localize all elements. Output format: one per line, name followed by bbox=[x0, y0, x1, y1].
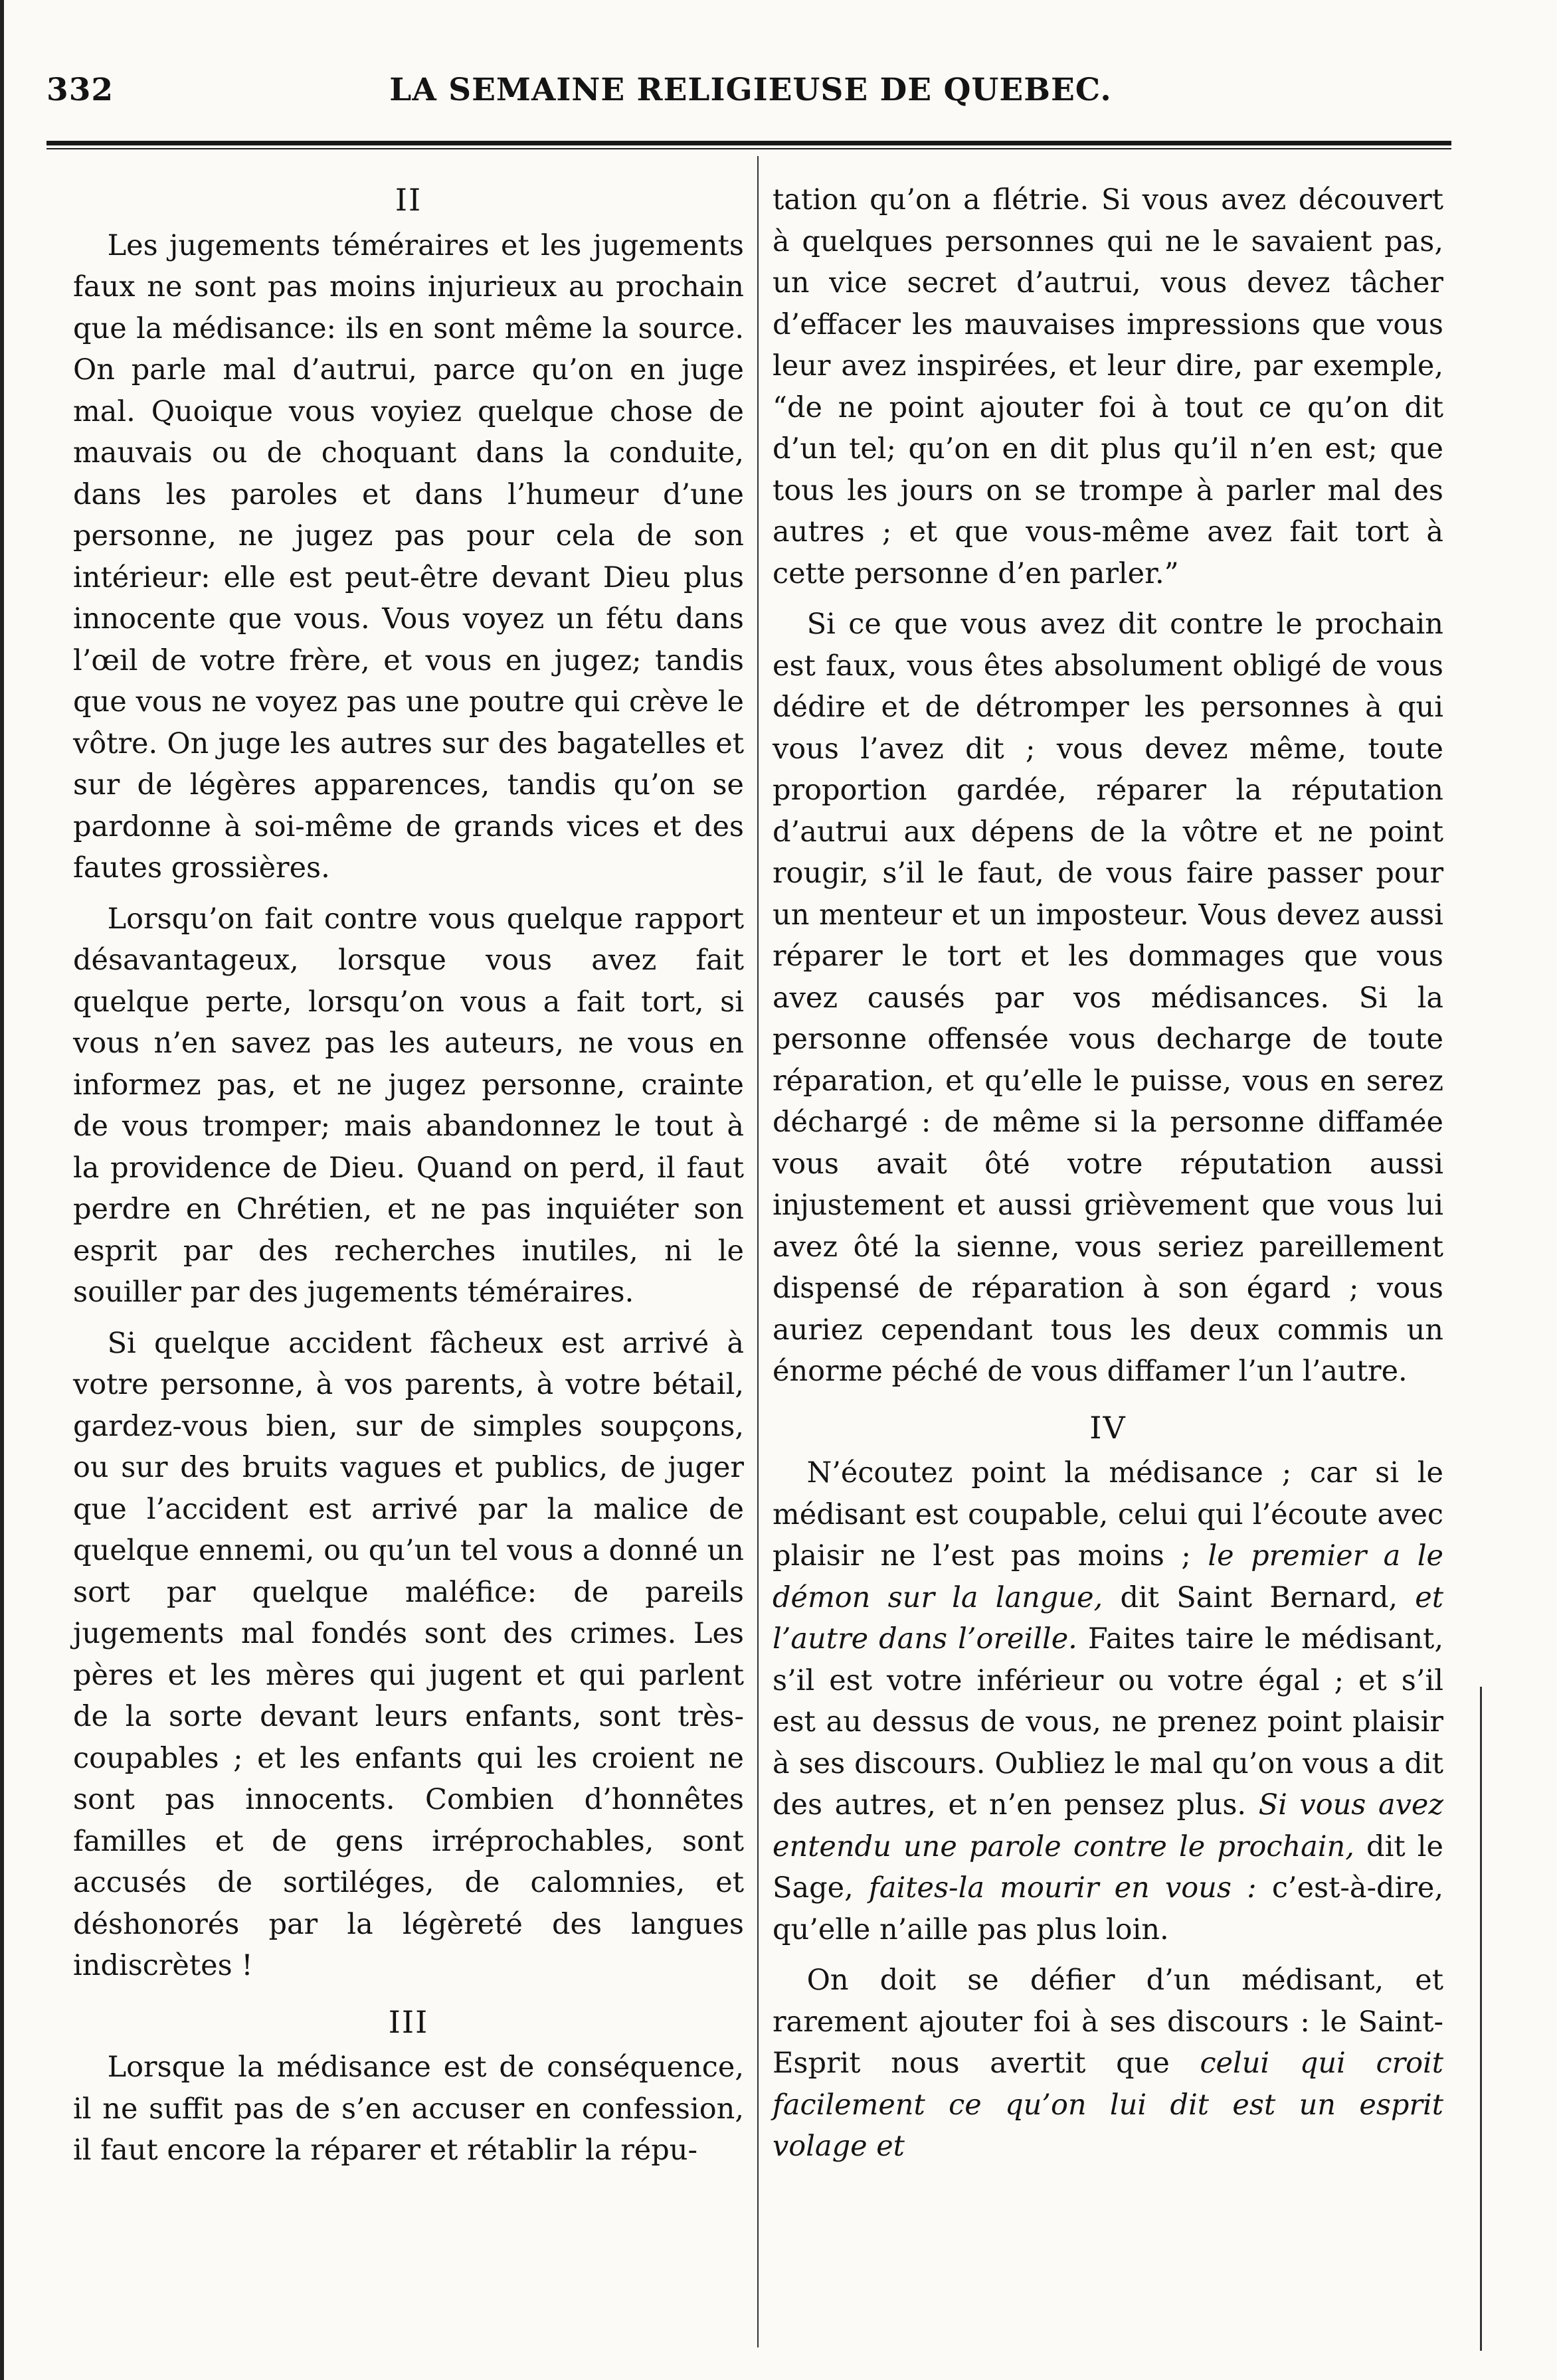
right-column bbox=[773, 179, 1443, 2168]
quotation: celui qui croit facilement ce qu’on lui dit est un esprit volage et bbox=[773, 2047, 1443, 2163]
paragraph bbox=[773, 1960, 1443, 2168]
paragraph: Lorsque la médisance est de conséquence, il ne suffit pas de s’en accuser en confession, il faut encore la réparer et rétablir la répu- bbox=[73, 2051, 744, 2167]
column-divider bbox=[757, 156, 759, 2347]
quotation: Si vous avez entendu une parole contre le prochain, bbox=[773, 1788, 1443, 1863]
quotation: le premier a le démon sur la langue, bbox=[773, 1539, 1443, 1614]
paragraph: Si quelque accident fâcheux est arrivé à votre personne, à vos parents, à votre bétail, gardez-vous bien, sur de simples soupçons, ou sur des bruits vagues et publics, de juger que l’accident est arrivé par la malice de quelque ennemi, ou qu’un tel vous a donné un sort par quelque maléfice: de pareils jugements mal fondés sont des crimes. Les pères et les mères qui jugent et qui parlent de la sorte devant leurs enfants, sont très-coupables ; et les enfants qui les croient ne sont pas innocents. Combien d’honnêtes familles et de gens irréprochables, sont accusés de sortiléges, de calomnies, et déshonorés par la légèreté des langues indiscrètes ! bbox=[73, 1326, 744, 1982]
header-rule-thin bbox=[46, 148, 1451, 149]
paragraph bbox=[773, 1452, 1443, 1950]
paragraph: Lorsqu’on fait contre vous quelque rapport désavantageux, lorsque vous avez fait quelque perte, lorsqu’on vous a fait tort, si vous n’en savez pas les auteurs, ne vous en informez pas, et ne jugez personne, crainte de vous tromper; mais abandonnez le tout à la providence de Dieu. Quand on perd, il faut perdre en Chrétien, et ne pas inquiéter son esprit par des recherches inutiles, ni le souiller par des jugements téméraires. bbox=[73, 902, 744, 1309]
paragraph: Si ce que vous avez dit contre le prochain est faux, vous êtes absolument obligé de vous dédire et de détromper les personnes à qui vous l’avez dit ; vous devez même, toute proportion gardée, réparer la réputation d’autrui aux dépens de la vôtre et ne point rougir, s’il le faut, de vous faire passer pour un menteur et un imposteur. Vous devez aussi réparer le tort et les dommages que vous avez causés par vos médisances. Si la personne offensée vous decharge de toute réparation, et qu’elle le puisse, vous en serez déchargé : de même si la personne diffamée vous avait ôté votre réputation aussi injustement et aussi grièvement que vous lui avez ôté la sienne, vous seriez pareillement dispensé de réparation à son égard ; vous auriez cependant tous les deux commis un énorme péché de vous diffamer l’un l’autre. bbox=[773, 608, 1443, 1388]
text-run: N’écoutez point la médisance ; car si le médisant est coupable, celui qui l’écoute avec plaisir ne l’est pas moins ; bbox=[773, 1456, 1443, 1572]
header-rule bbox=[46, 141, 1451, 145]
running-header bbox=[46, 72, 1455, 118]
quotation: faites-la mourir en vous : bbox=[868, 1871, 1257, 1905]
text-run: dit Saint Bernard, bbox=[1103, 1580, 1416, 1614]
binding-edge bbox=[0, 0, 4, 2380]
paragraph: tation qu’on a flétrie. Si vous avez découvert à quelques personnes qui ne le savaient pas, un vice secret d’autrui, vous devez tâcher d’effacer les mauvaises impressions que vous leur avez inspirées, et leur dire, par exemple, “de ne point ajouter foi à tout ce qu’on dit d’un tel; qu’on en dit plus qu’il n’en est; que tous les jours on se trompe à parler mal des autres ; et que vous-même avez fait tort à cette personne d’en parler.” bbox=[773, 183, 1443, 590]
paragraph: Les jugements téméraires et les jugements faux ne sont pas moins injurieux au prochain que la médisance: ils en sont même la source. On parle mal d’autrui, parce qu’on en juge mal. Quoique vous voyiez quelque chose de mauvais ou de choquant dans la conduite, dans les paroles et dans l’humeur d’une personne, ne jugez pas pour cela de son intérieur: elle est peut-être devant Dieu plus innocente que vous. Vous voyez un fétu dans l’œil de votre frère, et vous en jugez; tandis que vous ne voyez pas une poutre qui crève le vôtre. On juge les autres sur des bagatelles et sur de légères apparences, tandis qu’on se pardonne à soi-même de grands vices et des fautes grossières. bbox=[73, 228, 744, 885]
left-column bbox=[73, 179, 744, 2171]
section-heading-ii: II bbox=[395, 182, 422, 218]
text-run: c’est-à-dire, qu’elle n’aille pas plus loin. bbox=[773, 1871, 1444, 1946]
text-run: dit le Sage, bbox=[773, 1829, 1443, 1905]
page-number: 332 bbox=[46, 72, 114, 108]
section-heading-iii: III bbox=[388, 2003, 429, 2040]
section-heading-iv: IV bbox=[1089, 1409, 1127, 1446]
margin-mark bbox=[1480, 1687, 1482, 2351]
running-title: LA SEMAINE RELIGIEUSE DE QUEBEC. bbox=[389, 72, 1112, 108]
text-run: Faites taire le médisant, s’il est votre inférieur ou votre égal ; et s’il est au dessus de vous, ne prenez point plaisir à ses discours. Oubliez le mal qu’on vous a dit des autres, et n’en pensez plus. bbox=[773, 1622, 1443, 1822]
text-run: On doit se défier d’un médisant, et rarement ajouter foi à ses discours : le Saint-Esprit nous avertit que bbox=[773, 1964, 1443, 2080]
quotation: et l’autre dans l’oreille. bbox=[773, 1580, 1443, 1656]
